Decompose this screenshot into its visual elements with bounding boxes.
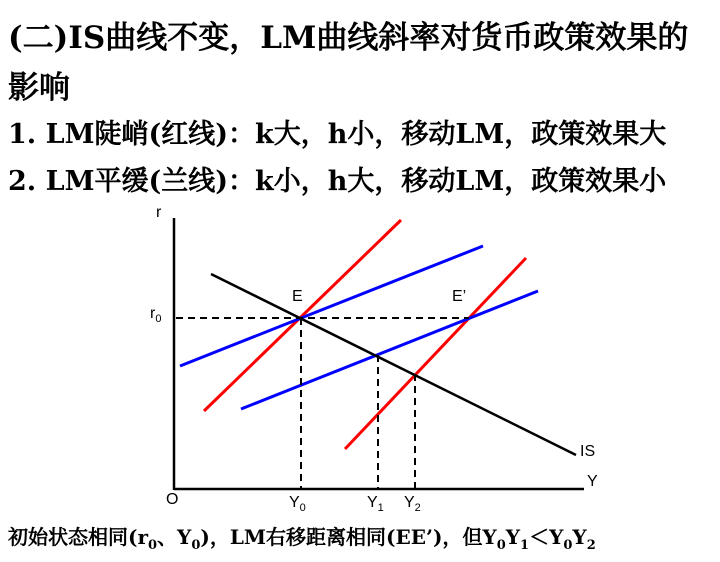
- y2-label: $Y_2$: [404, 494, 421, 514]
- conclusion-text: 初始状态相同($r_0$、$Y_0$)，LM右移距离相同(EE’)，但$Y_0Y_1<Y_0Y_2$: [8, 525, 596, 553]
- is-curve-label: IS: [580, 443, 596, 460]
- y-axis-label: r: [156, 204, 162, 221]
- y0-label: $Y_0$: [289, 494, 306, 514]
- point-e-label: E: [292, 288, 303, 305]
- y1-label: $Y_1$: [367, 494, 384, 514]
- point-flat-lm: 2. LM平缓(兰线)：k小，h大，移动LM，政策效果小: [8, 166, 667, 197]
- flat-lm-curve-shifted: [241, 291, 538, 409]
- is-curve: [211, 274, 576, 455]
- steep-lm-curve-initial: [204, 220, 401, 411]
- point-steep-lm: 1. LM陡峭(红线)：k大，h小，移动LM，政策效果大: [8, 119, 667, 150]
- flat-lm-curve-initial: [180, 246, 483, 366]
- origin-label: O: [166, 491, 179, 508]
- slide-title-continued: 影响: [8, 70, 70, 106]
- r0-label: $r_0$: [150, 305, 162, 325]
- x-axis-label: Y: [587, 473, 598, 490]
- slide-title: (二)IS曲线不变，LM曲线斜率对货币政策效果的: [8, 20, 689, 56]
- point-e-prime-label: E’: [452, 288, 467, 305]
